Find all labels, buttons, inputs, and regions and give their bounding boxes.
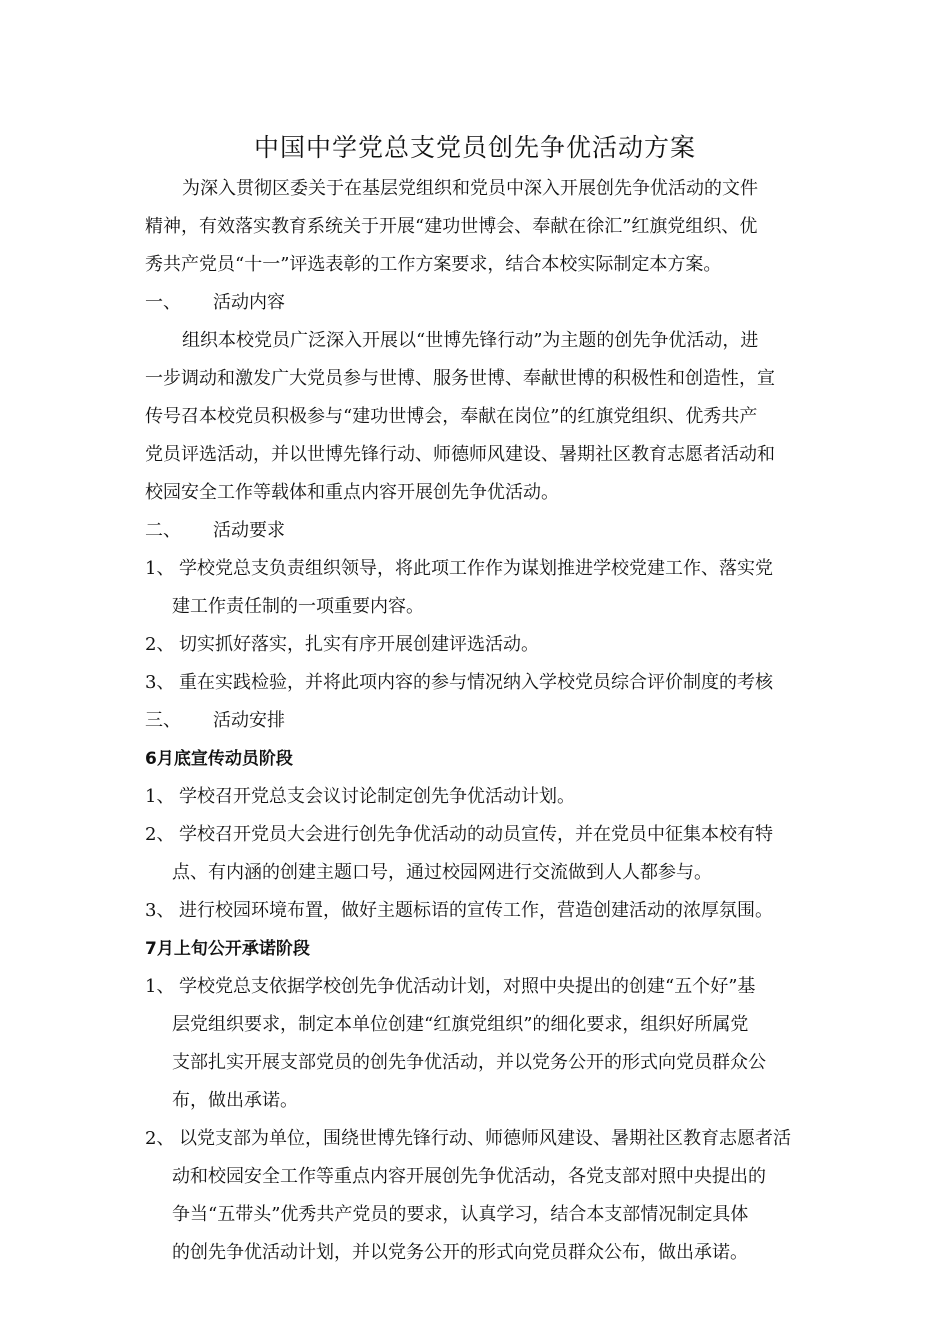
item-text-continued: 布，做出承诺。 — [172, 1090, 298, 1111]
intro-line: 秀共产党员“十一”评选表彰的工作方案要求，结合本校实际制定本方案。 — [145, 254, 722, 275]
item-text: 进行校园环境布置，做好主题标语的宣传工作，营造创建活动的浓厚氛围。 — [179, 900, 773, 921]
item-text: 切实抓好落实，扎实有序开展创建评选活动。 — [179, 634, 539, 655]
section-title: 活动安排 — [213, 710, 285, 731]
item-text-continued: 建工作责任制的一项重要内容。 — [172, 596, 424, 617]
intro-line: 为深入贯彻区委关于在基层党组织和党员中深入开展创先争优活动的文件 — [182, 178, 758, 199]
section-heading-requirements — [145, 512, 285, 550]
item-text-continued: 争当“五带头”优秀共产党员的要求，认真学习，结合本支部情况制定具体 — [172, 1204, 749, 1225]
section-heading-content — [145, 284, 285, 322]
item-text: 学校党总支负责组织领导，将此项工作作为谋划推进学校党建工作、落实党 — [179, 558, 773, 579]
stage-heading: 7月上旬公开承诺阶段 — [145, 939, 310, 959]
item-text: 以党支部为单位，围绕世博先锋行动、师德师风建设、暑期社区教育志愿者活 — [179, 1128, 791, 1149]
item-number: 1、 — [145, 558, 175, 579]
document-body — [145, 0, 810, 1344]
section-title: 活动内容 — [213, 292, 285, 313]
item-text: 学校召开党员大会进行创先争优活动的动员宣传，并在党员中征集本校有特 — [179, 824, 773, 845]
item-number: 2、 — [145, 1128, 175, 1149]
item-text-continued: 的创先争优活动计划，并以党务公开的形式向党员群众公布，做出承诺。 — [172, 1242, 748, 1263]
list-item — [145, 550, 773, 588]
section-heading-schedule — [145, 702, 285, 740]
item-text: 重在实践检验，并将此项内容的参与情况纳入学校党员综合评价制度的考核 — [179, 672, 773, 693]
list-item — [145, 968, 755, 1006]
item-text-continued: 动和校园安全工作等重点内容开展创先争优活动，各党支部对照中央提出的 — [172, 1166, 766, 1187]
list-item — [145, 664, 773, 702]
content-line: 组织本校党员广泛深入开展以“世博先锋行动”为主题的创先争优活动，进 — [182, 330, 759, 351]
content-line: 一步调动和激发广大党员参与世博、服务世博、奉献世博的积极性和创造性，宣 — [145, 368, 775, 389]
item-number: 1、 — [145, 976, 175, 997]
intro-line: 精神，有效落实教育系统关于开展“建功世博会、奉献在徐汇”红旗党组织、优 — [145, 216, 758, 237]
list-item — [145, 626, 539, 664]
item-text-continued: 点、有内涵的创建主题口号，通过校园网进行交流做到人人都参与。 — [172, 862, 712, 883]
item-number: 3、 — [145, 672, 175, 693]
item-number: 2、 — [145, 634, 175, 655]
item-text: 学校党总支依据学校创先争优活动计划，对照中央提出的创建“五个好”基 — [179, 976, 756, 997]
list-item — [145, 1120, 791, 1158]
item-number: 3、 — [145, 900, 175, 921]
section-number: 三、 — [145, 710, 181, 731]
section-number: 一、 — [145, 292, 181, 313]
item-text-continued: 支部扎实开展支部党员的创先争优活动，并以党务公开的形式向党员群众公 — [172, 1052, 766, 1073]
item-text: 学校召开党总支会议讨论制定创先争优活动计划。 — [179, 786, 575, 807]
document-title: 中国中学党总支党员创先争优活动方案 — [253, 133, 696, 162]
content-line: 党员评选活动，并以世博先锋行动、师德师风建设、暑期社区教育志愿者活动和 — [145, 444, 775, 465]
section-title: 活动要求 — [213, 520, 285, 541]
content-line: 校园安全工作等载体和重点内容开展创先争优活动。 — [145, 482, 559, 503]
item-text-continued: 层党组织要求，制定本单位创建“红旗党组织”的细化要求，组织好所属党 — [172, 1014, 749, 1035]
list-item — [145, 892, 773, 930]
item-number: 2、 — [145, 824, 175, 845]
section-number: 二、 — [145, 520, 181, 541]
content-line: 传号召本校党员积极参与“建功世博会，奉献在岗位”的红旗党组织、优秀共产 — [145, 406, 758, 427]
list-item — [145, 778, 575, 816]
list-item — [145, 816, 773, 854]
item-number: 1、 — [145, 786, 175, 807]
stage-heading: 6月底宣传动员阶段 — [145, 749, 293, 769]
